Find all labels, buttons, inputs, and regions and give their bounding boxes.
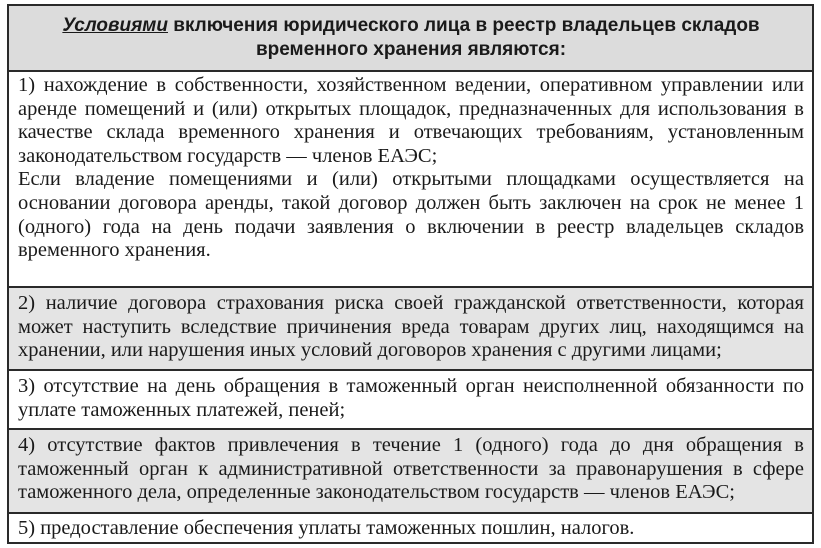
condition-1-note: Если владение помещениями и (или) открытыми площадками осуществляется на основании договора аренды, такой договор должен быть заключен на срок не менее 1 (одного) года на день подачи заявления о включении в реестр владельцев складов временного хранения. <box>18 168 804 262</box>
condition-row-2 <box>9 288 812 371</box>
header-title: включения юридического лица в реестр владельцев складов временного хранения являются: <box>167 15 760 60</box>
condition-4-text: 4) отсутствие фактов привлечения в течение 1 (одного) года до дня обращения в таможенный орган к административной ответственности за правонарушения в сфере таможенного дела, определенные законодательством государств — членов ЕАЭС; <box>18 434 804 504</box>
condition-3-text: 3) отсутствие на день обращения в таможенный орган неисполненной обязанности по уплате таможенных платежей, пеней; <box>18 375 804 421</box>
condition-5-text: 5) предоставление обеспечения уплаты таможенных пошлин, налогов. <box>18 517 635 539</box>
conditions-table <box>7 4 814 544</box>
table-header <box>9 6 812 72</box>
condition-row-5 <box>9 514 812 542</box>
header-emphasis: Условиями <box>62 15 168 36</box>
condition-2-text: 2) наличие договора страхования риска своей гражданской ответственности, которая может наступить вследствие причинения вреда товарам других лиц, находящимся на хранении, или нарушения иных условий договоров хранения с другими лицами; <box>18 292 804 362</box>
condition-row-1 <box>9 72 812 288</box>
condition-row-3 <box>9 371 812 430</box>
condition-row-4 <box>9 430 812 514</box>
condition-1-text: 1) нахождение в собственности, хозяйственном ведении, оперативном управлении или аренде помещений и (или) открытых площадок, предназначенных для использования в качестве склада временного хранения и отвечающих требованиям, установленным законодательством государств — членов ЕАЭС; <box>18 74 804 167</box>
